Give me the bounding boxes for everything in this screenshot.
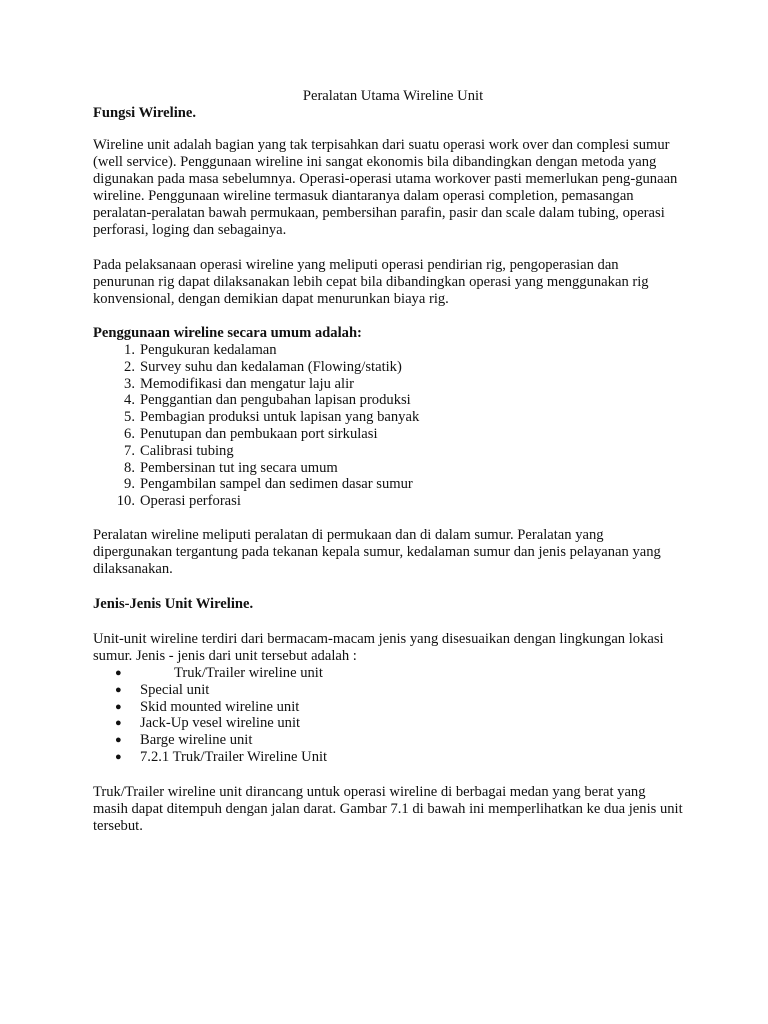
list-item — [93, 493, 683, 510]
list-text: Pengukuran kedalaman — [140, 342, 277, 358]
list-item — [93, 376, 683, 393]
bullet-icon: ● — [115, 683, 122, 696]
list-text: 7.2.1 Truk/Trailer Wireline Unit — [140, 748, 328, 765]
list-text: Penggantian dan pengubahan lapisan produksi — [140, 392, 411, 409]
list-number: 8. — [124, 459, 135, 476]
list-text: Calibrasi tubing — [140, 442, 234, 459]
heading-fungsi-wireline: Fungsi Wireline. — [93, 105, 196, 121]
list-item — [93, 392, 683, 409]
document-content — [93, 88, 683, 835]
list-number: 10. — [116, 493, 135, 510]
list-item — [93, 342, 683, 359]
units-list — [93, 665, 683, 766]
list-item — [93, 665, 683, 682]
uses-list — [93, 342, 683, 510]
document-title: Peralatan Utama Wireline Unit — [302, 88, 484, 104]
list-text: Pengambilan sampel dan sedimen dasar sumur — [140, 476, 413, 493]
list-item — [93, 715, 683, 732]
list-number: 1. — [124, 342, 135, 358]
list-item — [93, 426, 683, 443]
bullet-icon: ● — [115, 700, 122, 713]
heading-penggunaan: Penggunaan wireline secara umum adalah: — [93, 325, 362, 341]
paragraph-truk-trailer: Truk/Trailer wireline unit dirancang untuk operasi wireline di berbagai medan yang berat yang masih dapat ditempuh dengan jalan darat. Gambar 7.1 di bawah ini memperlihatkan ke dua jenis unit tersebut. — [93, 783, 683, 834]
list-text: Jack-Up vesel wireline unit — [140, 715, 301, 732]
list-text: Pembersinan tut ing secara umum — [140, 459, 338, 476]
list-number: 7. — [124, 442, 135, 459]
list-text: Operasi perforasi — [140, 493, 241, 510]
list-item — [93, 699, 683, 716]
paragraph-jenis: Unit-unit wireline terdiri dari bermacam-macam jenis yang disesuaikan dengan lingkungan lokasi sumur. Jenis - jenis dari unit tersebut adalah : — [93, 630, 664, 664]
list-number: 9. — [124, 476, 135, 493]
list-text: Survey suhu dan kedalaman (Flowing/statik) — [140, 358, 402, 375]
list-number: 2. — [124, 358, 135, 375]
list-text: Penutupan dan pembukaan port sirkulasi — [140, 425, 378, 442]
list-item — [93, 476, 683, 493]
bullet-icon: ● — [115, 717, 122, 730]
list-item — [93, 443, 683, 460]
list-item — [93, 359, 683, 376]
list-number: 5. — [124, 409, 135, 426]
list-text: Truk/Trailer wireline unit — [174, 664, 323, 681]
list-text: Barge wireline unit — [140, 732, 253, 749]
list-item — [93, 682, 683, 699]
bullet-icon: ● — [115, 666, 122, 679]
list-number: 6. — [124, 425, 135, 442]
list-item — [93, 749, 683, 766]
list-text: Pembagian produksi untuk lapisan yang banyak — [140, 409, 420, 426]
paragraph-fungsi: Wireline unit adalah bagian yang tak terpisahkan dari suatu operasi work over dan complesi sumur (well service). Penggunaan wireline ini sangat ekonomis bila dibandingkan dengan metoda yang digunakan pada masa sebelumnya. Operasi-operasi utama workover pasti memerlukan peng-gunaan wireline. Penggunaan wireline termasuk diantaranya dalam operasi completion, pemasangan peralatan-peralatan bawah permukaan, pembersihan parafin, pasir dan scale dalam tubing, operasi perforasi, loging dan sebagainya. — [93, 137, 678, 238]
bullet-icon: ● — [115, 750, 122, 763]
heading-jenis-unit: Jenis-Jenis Unit Wireline. — [93, 595, 254, 612]
list-text: Special unit — [140, 681, 210, 698]
list-number: 3. — [124, 375, 135, 392]
paragraph-peralatan: Peralatan wireline meliputi peralatan di permukaan dan di dalam sumur. Peralatan yang dipergunakan tergantung pada tekanan kepala sumur, kedalaman sumur dan jenis pelayanan yang dilaksanakan. — [93, 526, 661, 577]
list-item — [93, 732, 683, 749]
list-number: 4. — [124, 392, 135, 409]
list-item — [93, 460, 683, 477]
paragraph-pelaksanaan: Pada pelaksanaan operasi wireline yang meliputi operasi pendirian rig, pengoperasian dan penurunan rig dapat dilaksanakan lebih cepat bila dibandingkan operasi yang menggunakan rig konvensional, dengan demikian dapat menurunkan biaya rig. — [93, 257, 649, 307]
list-item — [93, 409, 683, 426]
list-text: Skid mounted wireline unit — [140, 698, 300, 715]
list-text: Memodifikasi dan mengatur laju alir — [140, 375, 354, 392]
bullet-icon: ● — [115, 734, 122, 747]
